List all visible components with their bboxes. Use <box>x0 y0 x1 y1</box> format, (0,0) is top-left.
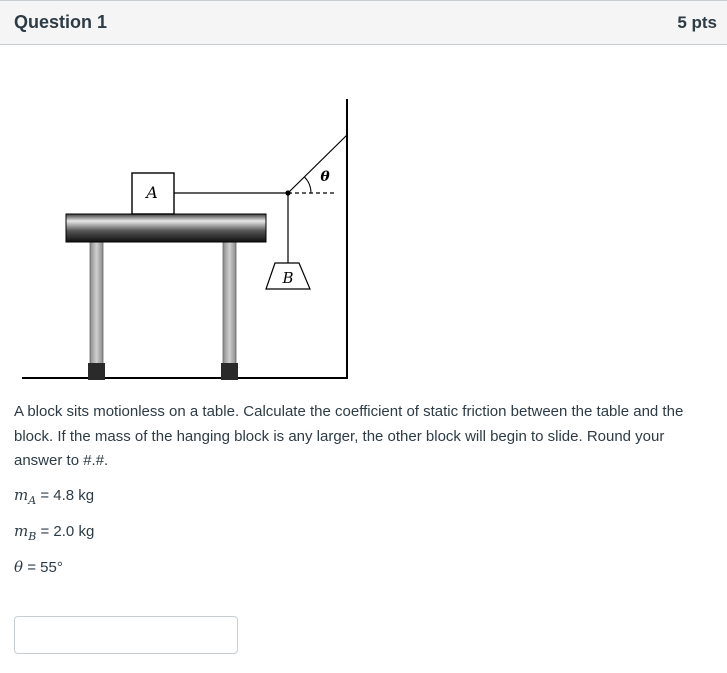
table-top <box>66 214 266 242</box>
table-foot-right <box>221 363 238 380</box>
question-text: A block sits motionless on a table. Calculate the coefficient of static friction between the table and the block. If the mass of the hanging block is any larger, the other block will begin to slide. Round your answer to #.#. <box>14 403 684 469</box>
angle-label: θ <box>320 169 330 185</box>
mass-a-subscript: A <box>28 494 37 507</box>
answer-input[interactable] <box>14 616 238 654</box>
rope-angled <box>288 135 347 193</box>
mass-a-symbol: m <box>14 486 29 504</box>
mass-a-line <box>14 486 94 507</box>
mass-b-value: = 2.0 kg <box>40 523 95 540</box>
question-title: Question 1 <box>14 12 108 32</box>
block-a-label: A <box>146 183 158 202</box>
block-b-label: B <box>282 269 294 287</box>
mass-b-subscript: B <box>28 530 37 543</box>
theta-symbol: θ <box>14 558 24 576</box>
question-text-block <box>14 400 714 474</box>
theta-value: = 55° <box>27 559 63 576</box>
table-leg-right <box>223 241 236 364</box>
question-header <box>0 0 727 45</box>
table-leg-left <box>90 241 103 364</box>
question-points: 5 pts <box>677 13 717 32</box>
physics-diagram <box>0 45 727 390</box>
theta-line <box>14 558 63 576</box>
mass-a-value: = 4.8 kg <box>40 487 95 504</box>
table-foot-left <box>88 363 105 380</box>
mass-b-symbol: m <box>14 522 29 540</box>
mass-b-line <box>14 522 94 543</box>
angle-arc <box>305 177 312 193</box>
